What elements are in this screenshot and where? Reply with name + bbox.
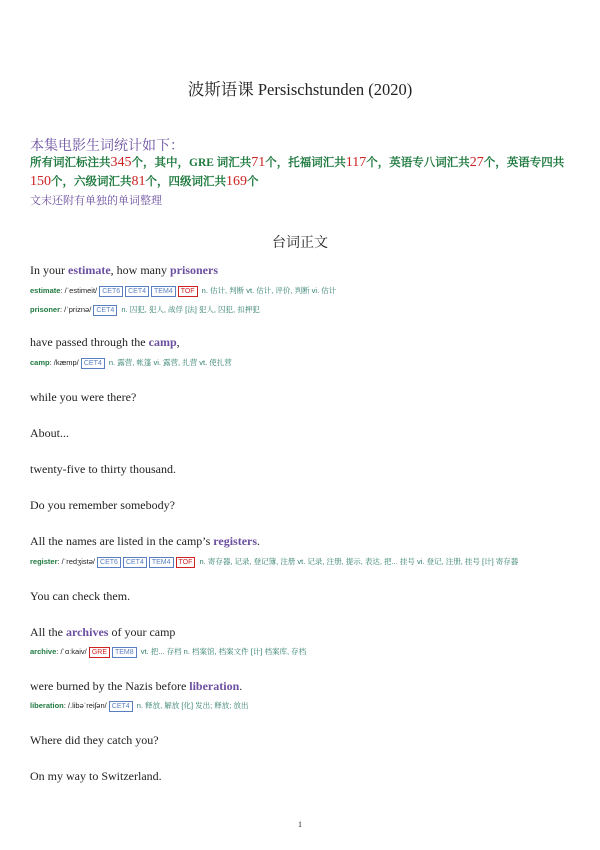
vocab-entry-register: register: /ˈredʒistə/ CET6 CET4 TEM4 TOF n. 寄存器, 记录, 登记簿, 注册 vt. 记录, 注册, 提示, 表达, 把... 挂号 vi. 登记, 注册, 挂号 [计] 寄存器 (30, 557, 519, 566)
subtitle-line: Do you remember somebody? (30, 498, 175, 512)
section-title: 台词正文 (272, 236, 328, 251)
keyword: liberation (189, 679, 240, 693)
subtitle-line: All the archives of your camp (30, 625, 176, 639)
subtitle-line: All the names are listed in the camp’s registers. (30, 534, 261, 548)
keyword: archives (66, 625, 109, 639)
page-title: 波斯语课 Persischstunden (2020) (187, 80, 413, 99)
vocab-entry-prisoner: prisoner: /ˈpriznə/ CET4 n. 囚犯, 犯人, 战俘 [法] 犯人, 囚犯, 扣押犯 (30, 305, 260, 314)
vocab-entry-estimate: estimate: /ˈestimeit/ CET6 CET4 TEM4 TOF n. 估计, 判断 vt. 估计, 评价, 判断 vi. 估计 (30, 286, 337, 295)
stats-line-1: 所有词汇标注共345个，其中，GRE 词汇共71个，托福词汇共117个，英语专八词汇共27个，英语专四共 (30, 155, 565, 170)
keyword: camp (148, 335, 177, 349)
subtitle-line: About... (30, 426, 69, 440)
page-number: 1 (298, 820, 302, 829)
subtitle-line: were burned by the Nazis before liberation. (30, 679, 243, 693)
subtitle-line: On my way to Switzerland. (30, 769, 162, 783)
keyword: estimate (68, 263, 111, 277)
subtitle-line: You can check them. (30, 589, 131, 603)
subtitle-line: twenty-five to thirty thousand. (30, 462, 176, 476)
stats-note: 文末还附有单独的单词整理 (30, 195, 162, 207)
subtitle-line: Where did they catch you? (30, 733, 159, 747)
subtitle-line: have passed through the camp, (30, 335, 180, 349)
stats-heading: 本集电影生词统计如下： (30, 139, 184, 154)
stats-line-2: 150个，六级词汇共81个，四级词汇共169个 (30, 174, 259, 189)
subtitle-line: In your estimate, how many prisoners (30, 263, 218, 277)
keyword: prisoners (169, 263, 218, 277)
vocab-entry-camp: camp: /kæmp/ CET4 n. 露营, 帐篷 vi. 露营, 扎营 vt. 使扎营 (30, 358, 232, 367)
keyword: registers (213, 534, 258, 548)
vocab-entry-archive: archive: /ˈɑːkaiv/ GRE TEM8 vt. 把... 存档 n. 档案馆, 档案文件 [计] 档案库, 存档 (30, 647, 307, 656)
subtitle-line: while you were there? (30, 390, 137, 404)
vocab-entry-liberation: liberation: /.libəˈreiʃən/ CET4 n. 释放, 解放 [化] 发出; 释放; 放出 (30, 701, 249, 710)
